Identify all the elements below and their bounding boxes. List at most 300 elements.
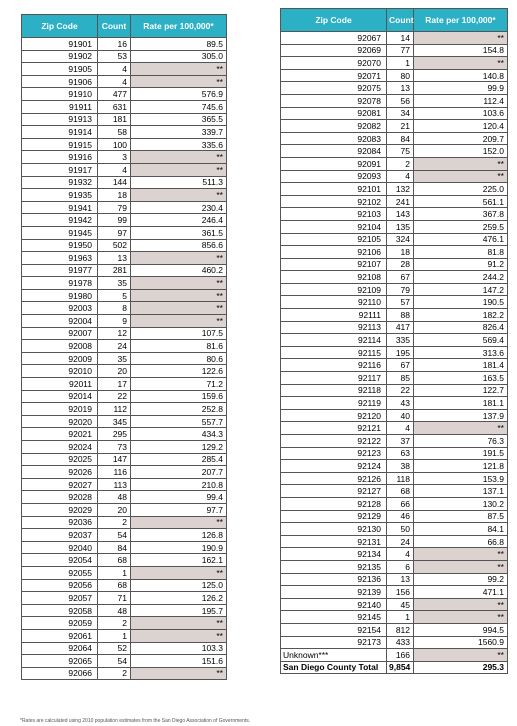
count-cell: 20 (98, 503, 131, 516)
zip-cell: 92120 (281, 409, 387, 422)
rate-cell: 259.5 (414, 220, 508, 233)
zip-cell: 92026 (22, 466, 98, 479)
table-row (22, 75, 227, 88)
table-row (281, 246, 508, 259)
zip-cell: 91945 (22, 226, 98, 239)
zip-cell: 92117 (281, 372, 387, 385)
zip-table-left (21, 14, 227, 680)
rate-cell: 125.0 (131, 579, 227, 592)
count-cell: 56 (387, 94, 414, 107)
rate-cell: 71.2 (131, 378, 227, 391)
zip-cell: 92113 (281, 321, 387, 334)
zip-cell: 91917 (22, 163, 98, 176)
zip-cell: Unknown*** (281, 649, 387, 662)
zip-cell: 92007 (22, 327, 98, 340)
total-label: San Diego County Total (281, 661, 387, 674)
table-row (281, 220, 508, 233)
count-header: Count (98, 15, 131, 38)
count-cell: 18 (387, 246, 414, 259)
count-cell: 66 (387, 497, 414, 510)
count-cell: 71 (98, 592, 131, 605)
table-row (281, 233, 508, 246)
table-row (22, 63, 227, 76)
table-row (281, 535, 508, 548)
table-row (22, 289, 227, 302)
zip-cell: 91980 (22, 289, 98, 302)
table-row (281, 560, 508, 573)
table-row (281, 82, 508, 95)
count-cell: 433 (387, 636, 414, 649)
count-cell: 324 (387, 233, 414, 246)
count-cell: 181 (98, 113, 131, 126)
zip-cell: 91914 (22, 126, 98, 139)
table-row (281, 69, 508, 82)
zip-cell: 92129 (281, 510, 387, 523)
count-cell: 4 (98, 75, 131, 88)
count-cell: 477 (98, 88, 131, 101)
table-row (22, 629, 227, 642)
table-row (281, 32, 508, 45)
count-cell: 68 (98, 554, 131, 567)
count-cell: 43 (387, 397, 414, 410)
zip-cell: 92139 (281, 586, 387, 599)
count-cell: 9 (98, 315, 131, 328)
table-row (22, 554, 227, 567)
table-row (22, 390, 227, 403)
rate-cell: 305.0 (131, 50, 227, 63)
table-row (281, 485, 508, 498)
rate-cell: 335.6 (131, 138, 227, 151)
rate-cell: ** (131, 277, 227, 290)
count-cell: 34 (387, 107, 414, 120)
rate-cell: ** (414, 422, 508, 435)
rate-cell: 103.6 (414, 107, 508, 120)
zip-cell: 92065 (22, 655, 98, 668)
table-row (22, 239, 227, 252)
count-cell: 4 (98, 63, 131, 76)
rate-cell: 120.4 (414, 120, 508, 133)
rate-cell: 137.1 (414, 485, 508, 498)
rate-cell: ** (131, 667, 227, 680)
zip-cell: 92122 (281, 435, 387, 448)
count-cell: 24 (387, 535, 414, 548)
count-cell: 144 (98, 176, 131, 189)
rate-cell: ** (131, 151, 227, 164)
rate-cell: 103.3 (131, 642, 227, 655)
table-row (22, 365, 227, 378)
zip-cell: 92093 (281, 170, 387, 183)
rate-cell: 576.9 (131, 88, 227, 101)
table-row (22, 327, 227, 340)
count-cell: 68 (98, 579, 131, 592)
rate-cell: 434.3 (131, 428, 227, 441)
zip-cell: 92056 (22, 579, 98, 592)
header-row (22, 15, 227, 38)
zip-cell: 91906 (22, 75, 98, 88)
zip-cell: 92145 (281, 611, 387, 624)
rate-cell: 361.5 (131, 226, 227, 239)
count-cell: 22 (387, 384, 414, 397)
table-row (281, 623, 508, 636)
zip-cell: 91935 (22, 189, 98, 202)
rate-cell: 557.7 (131, 415, 227, 428)
zip-cell: 91913 (22, 113, 98, 126)
rate-cell: 153.9 (414, 472, 508, 485)
table-row (281, 472, 508, 485)
table-row (22, 252, 227, 265)
count-cell: 13 (387, 82, 414, 95)
table-row (22, 441, 227, 454)
zip-cell: 92130 (281, 523, 387, 536)
zip-cell: 91941 (22, 201, 98, 214)
count-cell: 2 (387, 157, 414, 170)
zip-cell: 92134 (281, 548, 387, 561)
rate-cell: 365.5 (131, 113, 227, 126)
rate-cell: ** (131, 289, 227, 302)
zip-cell: 91942 (22, 214, 98, 227)
rate-cell: ** (414, 598, 508, 611)
zip-cell: 92025 (22, 453, 98, 466)
table-row (281, 636, 508, 649)
rate-cell: ** (131, 75, 227, 88)
zip-cell: 92109 (281, 283, 387, 296)
count-cell: 6 (387, 560, 414, 573)
table-row (281, 296, 508, 309)
rate-cell: 129.2 (131, 441, 227, 454)
table-row (281, 397, 508, 410)
count-cell: 63 (387, 447, 414, 460)
count-cell: 4 (98, 163, 131, 176)
zip-cell: 92154 (281, 623, 387, 636)
zip-cell: 92040 (22, 541, 98, 554)
rate-cell: 511.3 (131, 176, 227, 189)
zip-cell: 92121 (281, 422, 387, 435)
rate-cell: ** (414, 548, 508, 561)
table-row (281, 183, 508, 196)
table-row (22, 100, 227, 113)
zip-cell: 92057 (22, 592, 98, 605)
zip-cell: 92105 (281, 233, 387, 246)
zip-cell: 92082 (281, 120, 387, 133)
count-cell: 4 (387, 548, 414, 561)
rate-cell: 246.4 (131, 214, 227, 227)
table-row (22, 302, 227, 315)
count-cell: 502 (98, 239, 131, 252)
table-row (22, 579, 227, 592)
rate-cell: ** (414, 32, 508, 45)
count-cell: 35 (98, 352, 131, 365)
rate-cell: 159.6 (131, 390, 227, 403)
rate-cell: 130.2 (414, 497, 508, 510)
count-header: Count (387, 9, 414, 32)
zip-cell: 92106 (281, 246, 387, 259)
table-row (281, 649, 508, 662)
table-row (22, 378, 227, 391)
table-row (22, 138, 227, 151)
count-cell: 53 (98, 50, 131, 63)
table-row (22, 352, 227, 365)
count-cell: 21 (387, 120, 414, 133)
rate-cell: 76.3 (414, 435, 508, 448)
table-row (22, 617, 227, 630)
rate-cell: 230.4 (131, 201, 227, 214)
table-row (22, 176, 227, 189)
table-row (22, 604, 227, 617)
count-cell: 54 (98, 655, 131, 668)
zip-header: Zip Code (22, 15, 98, 38)
zip-header: Zip Code (281, 9, 387, 32)
rate-cell: ** (414, 560, 508, 573)
zip-cell: 92067 (281, 32, 387, 45)
zip-cell: 92064 (22, 642, 98, 655)
zip-cell: 92054 (22, 554, 98, 567)
rate-cell: 162.1 (131, 554, 227, 567)
zip-cell: 92075 (281, 82, 387, 95)
rate-cell: ** (131, 617, 227, 630)
zip-cell: 92024 (22, 441, 98, 454)
zip-cell: 91950 (22, 239, 98, 252)
zip-cell: 92114 (281, 334, 387, 347)
count-cell: 99 (98, 214, 131, 227)
count-cell: 166 (387, 649, 414, 662)
rate-cell: 209.7 (414, 132, 508, 145)
zip-cell: 92127 (281, 485, 387, 498)
footnote: *Rates are calculated using 2010 population estimates from the San Diego Association of Governments. (20, 718, 251, 724)
rate-cell: 122.6 (131, 365, 227, 378)
rate-header: Rate per 100,000* (131, 15, 227, 38)
table-row (281, 497, 508, 510)
rate-cell: 252.8 (131, 403, 227, 416)
rate-cell: 190.5 (414, 296, 508, 309)
zip-cell: 92123 (281, 447, 387, 460)
count-cell: 13 (98, 252, 131, 265)
zip-cell: 92009 (22, 352, 98, 365)
count-cell: 48 (98, 604, 131, 617)
table-row (281, 510, 508, 523)
count-cell: 20 (98, 365, 131, 378)
zip-cell: 92020 (22, 415, 98, 428)
rate-cell: ** (131, 315, 227, 328)
rate-cell: 476.1 (414, 233, 508, 246)
table-row (281, 523, 508, 536)
count-cell: 3 (98, 151, 131, 164)
rate-cell: 1560.9 (414, 636, 508, 649)
rate-cell: ** (131, 63, 227, 76)
zip-cell: 92014 (22, 390, 98, 403)
zip-cell: 92078 (281, 94, 387, 107)
count-cell: 8 (98, 302, 131, 315)
total-rate: 295.3 (414, 661, 508, 674)
count-cell: 1 (387, 57, 414, 70)
table-row (281, 598, 508, 611)
count-cell: 37 (387, 435, 414, 448)
count-cell: 79 (98, 201, 131, 214)
table-row (22, 189, 227, 202)
count-cell: 40 (387, 409, 414, 422)
rate-cell: 244.2 (414, 271, 508, 284)
total-row (281, 661, 508, 674)
table-row (281, 460, 508, 473)
count-cell: 45 (387, 598, 414, 611)
table-row (22, 277, 227, 290)
zip-cell: 92131 (281, 535, 387, 548)
rate-cell: 561.1 (414, 195, 508, 208)
table-row (281, 321, 508, 334)
zip-cell: 92058 (22, 604, 98, 617)
zip-cell: 92027 (22, 478, 98, 491)
zip-table-right (280, 8, 508, 674)
table-row (22, 428, 227, 441)
zip-cell: 91916 (22, 151, 98, 164)
table-row (22, 541, 227, 554)
zip-cell: 92011 (22, 378, 98, 391)
table-row (281, 107, 508, 120)
count-cell: 2 (98, 667, 131, 680)
count-cell: 631 (98, 100, 131, 113)
rate-cell: 152.0 (414, 145, 508, 158)
rate-cell: ** (414, 170, 508, 183)
rate-cell: ** (131, 252, 227, 265)
table-row (281, 409, 508, 422)
table-row (22, 264, 227, 277)
rate-cell: 195.7 (131, 604, 227, 617)
rate-cell: 207.7 (131, 466, 227, 479)
table-row (22, 151, 227, 164)
rate-cell: ** (131, 629, 227, 642)
zip-cell: 91978 (22, 277, 98, 290)
zip-cell: 92173 (281, 636, 387, 649)
table-row (281, 359, 508, 372)
table-row (281, 120, 508, 133)
rate-cell: 994.5 (414, 623, 508, 636)
count-cell: 417 (387, 321, 414, 334)
count-cell: 5 (98, 289, 131, 302)
rate-cell: 140.8 (414, 69, 508, 82)
count-cell: 1 (387, 611, 414, 624)
count-cell: 54 (98, 529, 131, 542)
table-row (281, 170, 508, 183)
zip-cell: 92101 (281, 183, 387, 196)
table-row (22, 592, 227, 605)
rate-cell: 190.9 (131, 541, 227, 554)
table-row (281, 611, 508, 624)
count-cell: 100 (98, 138, 131, 151)
rate-cell: ** (414, 611, 508, 624)
rate-cell: 745.6 (131, 100, 227, 113)
table-row (22, 655, 227, 668)
zip-cell: 92083 (281, 132, 387, 145)
zip-cell: 92021 (22, 428, 98, 441)
zip-cell: 91905 (22, 63, 98, 76)
table-row (22, 453, 227, 466)
count-cell: 14 (387, 32, 414, 45)
count-cell: 57 (387, 296, 414, 309)
count-cell: 24 (98, 340, 131, 353)
count-cell: 38 (387, 460, 414, 473)
zip-cell: 92084 (281, 145, 387, 158)
zip-cell: 92126 (281, 472, 387, 485)
rate-cell: 151.6 (131, 655, 227, 668)
table-row (281, 346, 508, 359)
count-cell: 68 (387, 485, 414, 498)
zip-cell: 92066 (22, 667, 98, 680)
count-cell: 132 (387, 183, 414, 196)
count-cell: 13 (387, 573, 414, 586)
table-row (281, 309, 508, 322)
count-cell: 28 (387, 258, 414, 271)
rate-cell: 163.5 (414, 372, 508, 385)
rate-cell: 121.8 (414, 460, 508, 473)
table-row (22, 126, 227, 139)
zip-cell: 91977 (22, 264, 98, 277)
count-cell: 4 (387, 170, 414, 183)
rate-cell: 285.4 (131, 453, 227, 466)
zip-cell: 92135 (281, 560, 387, 573)
count-cell: 52 (98, 642, 131, 655)
header-row (281, 9, 508, 32)
zip-cell: 92019 (22, 403, 98, 416)
table-row (22, 113, 227, 126)
table-row (22, 667, 227, 680)
rate-cell: 81.8 (414, 246, 508, 259)
count-cell: 281 (98, 264, 131, 277)
rate-cell: 147.2 (414, 283, 508, 296)
count-cell: 345 (98, 415, 131, 428)
zip-cell: 92103 (281, 208, 387, 221)
rate-cell: 87.5 (414, 510, 508, 523)
rate-cell: 181.4 (414, 359, 508, 372)
count-cell: 143 (387, 208, 414, 221)
table-row (22, 642, 227, 655)
zip-cell: 92003 (22, 302, 98, 315)
zip-cell: 92037 (22, 529, 98, 542)
rate-cell: 471.1 (414, 586, 508, 599)
zip-cell: 91932 (22, 176, 98, 189)
zip-cell: 92004 (22, 315, 98, 328)
rate-cell: 182.2 (414, 309, 508, 322)
zip-cell: 91901 (22, 38, 98, 51)
rate-cell: 339.7 (131, 126, 227, 139)
zip-cell: 92028 (22, 491, 98, 504)
count-cell: 50 (387, 523, 414, 536)
table-row (281, 208, 508, 221)
zip-cell: 92071 (281, 69, 387, 82)
count-cell: 46 (387, 510, 414, 523)
count-cell: 73 (98, 441, 131, 454)
table-row (22, 478, 227, 491)
rate-cell: ** (414, 649, 508, 662)
rate-cell: 66.8 (414, 535, 508, 548)
count-cell: 22 (98, 390, 131, 403)
table-row (22, 466, 227, 479)
table-row (22, 340, 227, 353)
zip-cell: 92008 (22, 340, 98, 353)
rate-cell: 826.4 (414, 321, 508, 334)
rate-cell: 97.7 (131, 503, 227, 516)
rate-cell: 313.6 (414, 346, 508, 359)
table-row (281, 195, 508, 208)
zip-cell: 92115 (281, 346, 387, 359)
zip-cell: 92107 (281, 258, 387, 271)
rate-cell: 91.2 (414, 258, 508, 271)
rate-cell: 460.2 (131, 264, 227, 277)
count-cell: 113 (98, 478, 131, 491)
count-cell: 80 (387, 69, 414, 82)
zip-cell: 91902 (22, 50, 98, 63)
table-row (281, 44, 508, 57)
table-row (22, 226, 227, 239)
zip-cell: 92128 (281, 497, 387, 510)
